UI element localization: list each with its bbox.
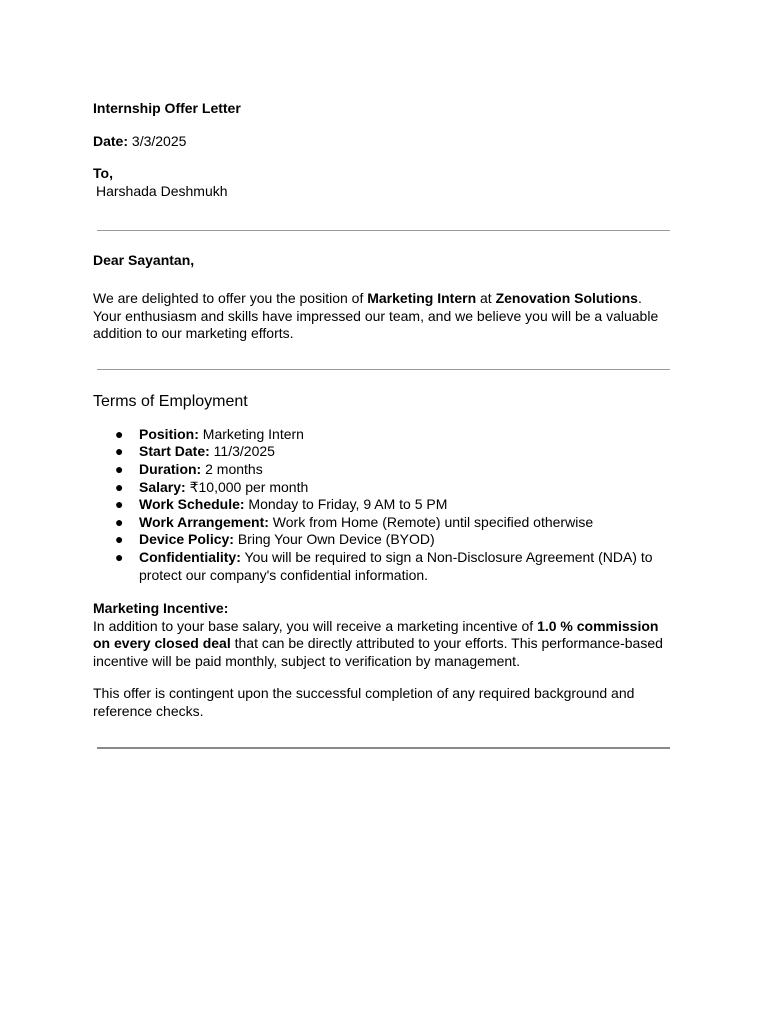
bullet-icon: ● xyxy=(115,478,124,495)
incentive-text: that can be directly attributed to your efforts. This performance-based incentive will be paid monthly, subject to verification by management. xyxy=(93,635,663,669)
list-item xyxy=(93,531,673,549)
intro-position: Marketing Intern xyxy=(367,289,477,306)
term-value: 11/3/2025 xyxy=(209,443,275,460)
recipient-name: Harshada Deshmukh xyxy=(96,182,228,199)
bullet-icon: ● xyxy=(115,460,124,477)
intro-text: We are delighted to offer you the position of xyxy=(93,289,368,306)
bullet-icon: ● xyxy=(115,496,124,513)
incentive-heading: Marketing Incentive: xyxy=(93,600,229,617)
term-label: Device Policy: xyxy=(139,531,234,548)
date-label: Date: xyxy=(93,132,129,149)
list-item xyxy=(93,549,673,584)
divider xyxy=(97,230,670,231)
list-item xyxy=(93,479,673,497)
incentive-paragraph xyxy=(93,618,673,671)
bullet-icon: ● xyxy=(115,513,124,530)
term-value: Marketing Intern xyxy=(198,425,304,442)
intro-text: . Your enthusiasm and skills have impressed our team, and we believe you will be a valuable addition to our marketing efforts. xyxy=(93,289,659,342)
intro-text: at xyxy=(476,289,496,306)
term-value: 2 months xyxy=(201,460,263,477)
letter-date xyxy=(93,133,673,151)
intro-paragraph xyxy=(93,290,673,343)
list-item xyxy=(93,443,673,461)
divider xyxy=(97,747,670,749)
term-label: Start Date: xyxy=(139,443,210,460)
salutation: Dear Sayantan, xyxy=(93,252,195,269)
term-value: ₹10,000 per month xyxy=(185,478,309,495)
contingency-paragraph: This offer is contingent upon the successful completion of any required background and reference checks. xyxy=(93,685,635,720)
divider xyxy=(97,369,670,370)
term-label: Confidentiality: xyxy=(139,548,241,565)
list-item xyxy=(93,461,673,479)
bullet-icon: ● xyxy=(115,425,124,442)
offer-letter xyxy=(93,100,673,756)
term-label: Salary: xyxy=(139,478,186,495)
letter-title: Internship Offer Letter xyxy=(93,100,241,116)
bullet-icon: ● xyxy=(115,531,124,548)
term-value: You will be required to sign a Non-Disclosure Agreement (NDA) to protect our company's confidential information. xyxy=(139,548,653,583)
term-label: Work Arrangement: xyxy=(139,513,269,530)
intro-company: Zenovation Solutions xyxy=(495,289,638,306)
terms-heading: Terms of Employment xyxy=(93,392,248,410)
list-item xyxy=(93,426,673,444)
bullet-icon: ● xyxy=(115,548,124,565)
term-value: Monday to Friday, 9 AM to 5 PM xyxy=(244,496,448,513)
term-label: Position: xyxy=(139,425,199,442)
to-label: To, xyxy=(93,165,113,182)
term-value: Bring Your Own Device (BYOD) xyxy=(233,531,435,548)
list-item xyxy=(93,496,673,514)
term-label: Work Schedule: xyxy=(139,496,245,513)
incentive-text: In addition to your base salary, you will receive a marketing incentive of xyxy=(93,617,538,634)
term-value: Work from Home (Remote) until specified otherwise xyxy=(268,513,594,530)
incentive-commission: 1.0 % commission on every closed deal xyxy=(93,617,659,652)
bullet-icon: ● xyxy=(115,443,124,460)
list-item xyxy=(93,514,673,532)
terms-list xyxy=(93,426,673,584)
term-label: Duration: xyxy=(139,460,202,477)
date-value: 3/3/2025 xyxy=(131,132,187,149)
